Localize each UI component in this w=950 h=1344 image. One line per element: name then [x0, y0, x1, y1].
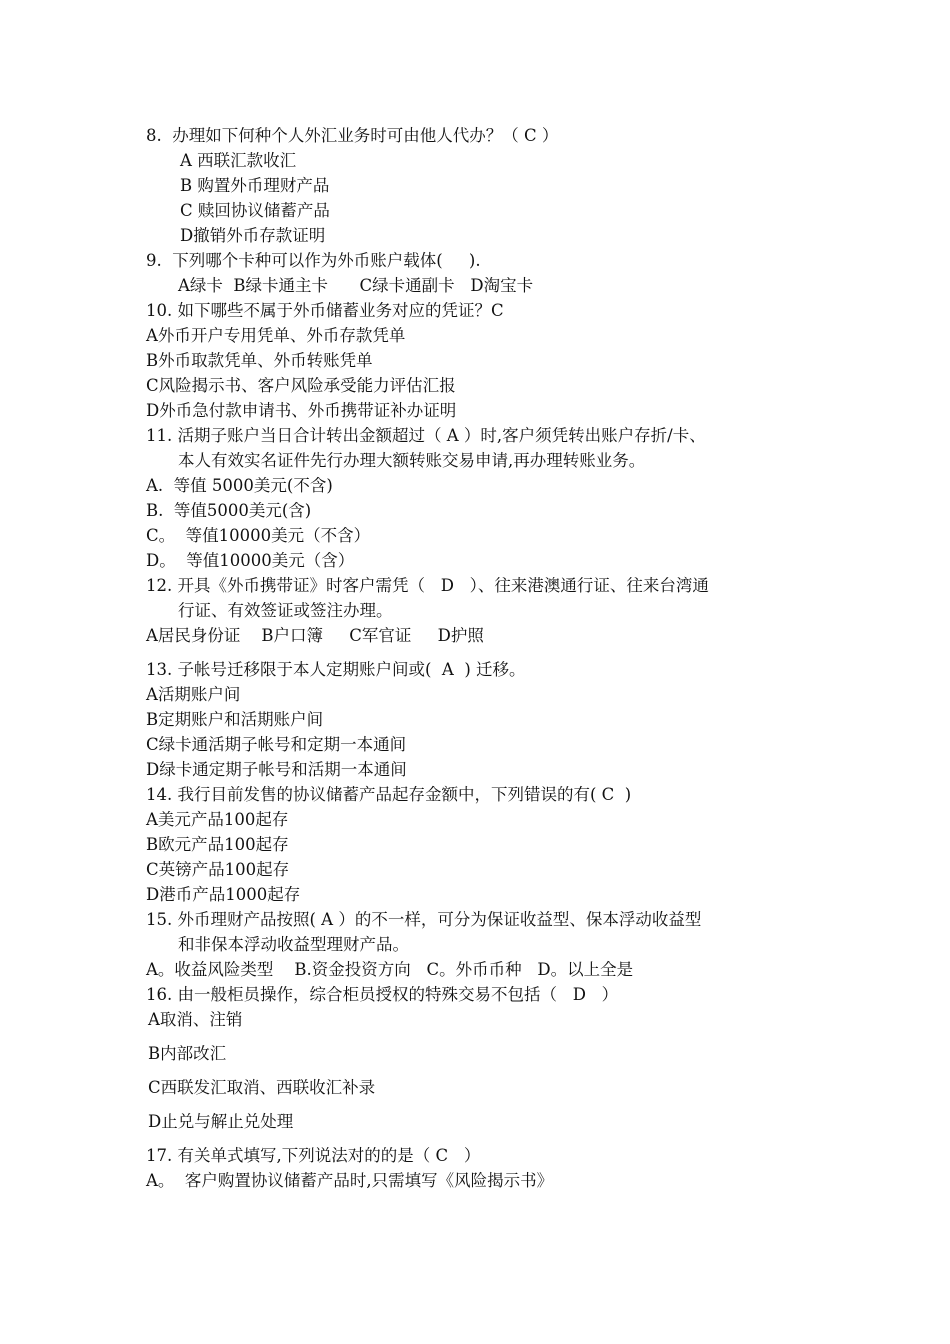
question-14: 14. 我行目前发售的协议储蓄产品起存金额中，下列错误的有( C ) [146, 785, 632, 804]
option-a: A。 客户购置协议储蓄产品时,只需填写《风险揭示书》 [146, 1171, 554, 1190]
option-c: C西联发汇取消、西联收汇补录 [148, 1078, 376, 1097]
option-c: C英镑产品100起存 [146, 860, 290, 879]
question-17: 17. 有关单式填写,下列说法对的的是（ C ） [146, 1146, 481, 1165]
option-b: B. 等值5000美元(含) [146, 501, 312, 520]
options-line: A。收益风险类型 B.资金投资方向 C。外币币种 D。以上全是 [146, 960, 634, 979]
option-b: B外币取款凭单、外币转账凭单 [146, 351, 373, 370]
option-d: D。 等值10000美元（含） [146, 551, 355, 570]
question-12-continued: 行证、有效签证或签注办理。 [178, 601, 393, 620]
option-d: D外币急付款申请书、外币携带证补办证明 [146, 401, 457, 420]
option-d: D撤销外币存款证明 [180, 226, 326, 245]
option-a: A美元产品100起存 [146, 810, 289, 829]
question-15-continued: 和非保本浮动收益型理财产品。 [178, 935, 409, 954]
option-a: A 西联汇款收汇 [180, 151, 297, 170]
option-c: C 赎回协议储蓄产品 [180, 201, 330, 220]
option-b: B定期账户和活期账户间 [146, 710, 324, 729]
option-c: C绿卡通活期子帐号和定期一本通间 [146, 735, 407, 754]
question-16: 16. 由一般柜员操作，综合柜员授权的特殊交易不包括（ D ） [146, 985, 619, 1004]
question-9: 9. 下列哪个卡种可以作为外币账户载体( ). [146, 251, 481, 270]
option-c: C。 等值10000美元（不含） [146, 526, 371, 545]
question-11-continued: 本人有效实名证件先行办理大额转账交易申请,再办理转账业务。 [178, 451, 646, 470]
options-line: A居民身份证 B户口簿 C军官证 D护照 [146, 626, 484, 645]
option-a: A. 等值 5000美元(不含) [146, 476, 333, 495]
option-a: A外币开户专用凭单、外币存款凭单 [146, 326, 406, 345]
question-12: 12. 开具《外币携带证》时客户需凭（ D ）、往来港澳通行证、往来台湾通 [146, 576, 709, 595]
option-d: D止兑与解止兑处理 [148, 1112, 294, 1131]
question-13: 13. 子帐号迁移限于本人定期账户间或( A ) 迁移。 [146, 660, 526, 679]
question-15: 15. 外币理财产品按照( A ）的不一样，可分为保证收益型、保本浮动收益型 [146, 910, 702, 929]
option-b: B欧元产品100起存 [146, 835, 289, 854]
options-line: A绿卡 B绿卡通主卡 C绿卡通副卡 D淘宝卡 [178, 276, 534, 295]
question-10: 10. 如下哪些不属于外币储蓄业务对应的凭证？C [146, 301, 504, 320]
question-8: 8. 办理如下何种个人外汇业务时可由他人代办？（ C ） [146, 126, 559, 145]
option-b: B内部改汇 [148, 1044, 227, 1063]
option-c: C风险揭示书、客户风险承受能力评估汇报 [146, 376, 456, 395]
question-11: 11. 活期子账户当日合计转出金额超过（ A ）时,客户须凭转出账户存折/卡、 [146, 426, 706, 445]
option-a: A取消、注销 [148, 1010, 243, 1029]
option-d: D港币产品1000起存 [146, 885, 301, 904]
option-b: B 购置外币理财产品 [180, 176, 330, 195]
option-d: D绿卡通定期子帐号和活期一本通间 [146, 760, 407, 779]
option-a: A活期账户间 [146, 685, 241, 704]
